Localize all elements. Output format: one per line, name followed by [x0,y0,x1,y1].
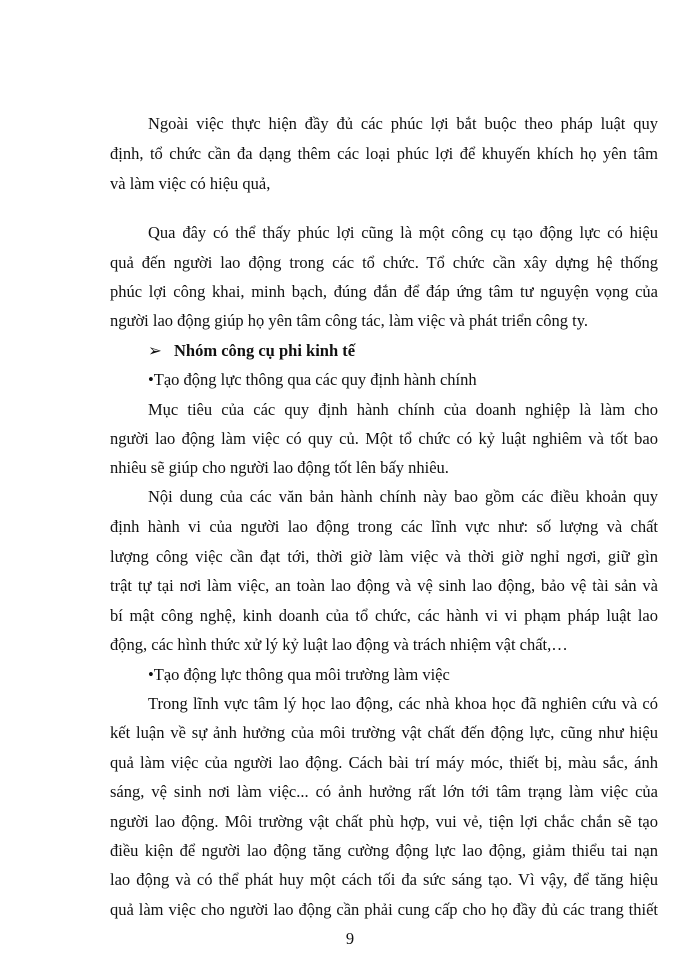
paragraph-line: Qua đây có thể thấy phúc lợi cũng là một công cụ tạo động lực có hiệu [148,223,658,242]
subheading: •Tạo động lực thông qua môi trường làm việc [148,665,450,684]
paragraph-line: bí mật công nghệ, kinh doanh của tổ chức, các hành vi vi phạm pháp luật lao [110,606,658,625]
paragraph-line: phúc lợi công khai, minh bạch, đúng đắn để đáp ứng tâm tư nguyện vọng của [110,282,658,301]
section-heading [148,341,658,361]
paragraph-line: động, các hình thức xử lý kỷ luật lao động và trách nhiệm vật chất,… [110,635,568,654]
paragraph-line: và làm việc có hiệu quả, [110,174,271,193]
paragraph-line: kết luận về sự ảnh hưởng của môi trường vật chất đến động lực, cũng như hiệu [110,723,658,742]
subheading: •Tạo động lực thông qua các quy định hành chính [148,370,477,389]
section-heading-text: Nhóm công cụ phi kinh tế [174,341,356,360]
paragraph-line: Ngoài việc thực hiện đầy đủ các phúc lợi bắt buộc theo pháp luật quy [148,114,658,133]
paragraph-line: định hành vi của người lao động trong các lĩnh vực như: số lượng và chất [110,517,658,536]
paragraph-line: quả làm việc cho người lao động cần phải cung cấp cho họ đầy đủ các trang thiết [110,900,658,919]
paragraph-line: người lao động làm việc có quy củ. Một tổ chức có kỷ luật nghiêm và tốt bao [110,429,658,448]
paragraph-line: quả đến người lao động trong các tổ chức. Tổ chức cần xây dựng hệ thống [110,253,658,272]
paragraph-line: sáng, vệ sinh nơi làm việc... có ảnh hưởng rất lớn tới tâm trạng làm việc của [110,782,658,801]
paragraph-line: Mục tiêu của các quy định hành chính của doanh nghiệp là làm cho [148,400,658,419]
paragraph-line: lao động và có thể phát huy một cách tối đa sức sáng tạo. Vì vậy, để tăng hiệu [110,870,658,889]
paragraph-line: người lao động. Môi trường vật chất phù hợp, vui vẻ, tiện lợi chắc chắn sẽ tạo [110,812,658,831]
page-number: 9 [345,929,355,948]
paragraph-line: trật tự tại nơi làm việc, an toàn lao động và vệ sinh lao động, bảo vệ tài sản và [110,576,658,595]
paragraph-line: điều kiện để người lao động tăng cường động lực lao động, giảm thiểu tai nạn [110,841,658,860]
paragraph-line: quả làm việc của người lao động. Cách bài trí máy móc, thiết bị, màu sắc, ánh [110,753,658,772]
paragraph-line: lượng công việc cần đạt tới, thời giờ làm việc và thời giờ nghỉ ngơi, giữ gìn [110,547,658,566]
paragraph-line: Trong lĩnh vực tâm lý học lao động, các nhà khoa học đã nghiên cứu và có [148,694,658,713]
paragraph-line: người lao động giúp họ yên tâm công tác, làm việc và phát triển công ty. [110,311,589,330]
paragraph-line: nhiêu sẽ giúp cho người lao động tốt lên bấy nhiêu. [110,458,449,477]
paragraph-line: Nội dung của các văn bản hành chính này bao gồm các điều khoản quy [148,487,658,506]
arrow-bullet-icon: ➢ [148,341,162,360]
paragraph-line: định, tổ chức cần đa dạng thêm các loại phúc lợi để khuyến khích họ yên tâm [110,144,658,163]
